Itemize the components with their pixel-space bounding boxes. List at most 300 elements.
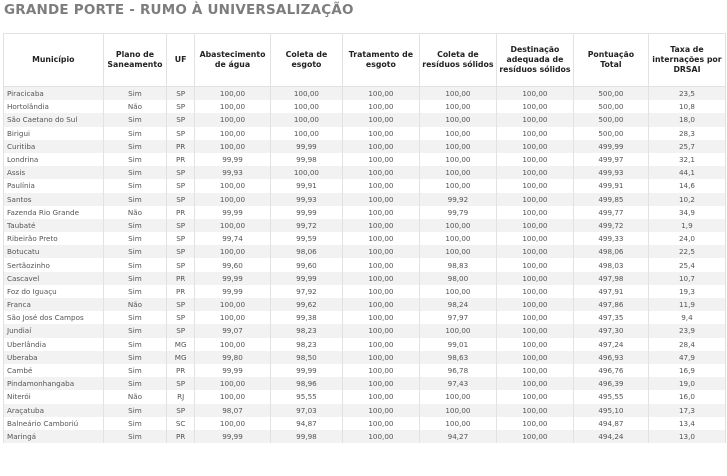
col-tratamento-esgoto-cell: 100,00 [342, 179, 419, 192]
col-taxa-internacoes-cell: 32,1 [648, 153, 725, 166]
col-coleta-residuos-cell: 100,00 [419, 404, 496, 417]
col-abastecimento-agua-cell: 100,00 [195, 390, 271, 403]
col-coleta-residuos-cell: 100,00 [419, 153, 496, 166]
col-taxa-internacoes-cell: 18,0 [648, 113, 725, 126]
col-tratamento-esgoto-cell: 100,00 [342, 127, 419, 140]
col-taxa-internacoes-cell: 47,9 [648, 351, 725, 364]
col-uf-cell: SP [167, 377, 195, 390]
col-abastecimento-agua-cell: 100,00 [195, 338, 271, 351]
col-coleta-esgoto-cell: 97,92 [271, 285, 343, 298]
col-plano-saneamento-cell: Não [103, 390, 167, 403]
col-taxa-internacoes-header: Taxa de internações por DRSAI [648, 34, 725, 87]
col-coleta-esgoto-cell: 99,99 [271, 364, 343, 377]
col-plano-saneamento-cell: Não [103, 206, 167, 219]
col-plano-saneamento-cell: Sim [103, 272, 167, 285]
col-pontuacao-total-cell: 495,10 [573, 404, 648, 417]
table-row [4, 258, 726, 271]
col-abastecimento-agua-cell: 99,99 [195, 285, 271, 298]
col-plano-saneamento-cell: Sim [103, 113, 167, 126]
col-coleta-esgoto-cell: 99,93 [271, 193, 343, 206]
col-pontuacao-total-cell: 498,03 [573, 258, 648, 271]
col-abastecimento-agua-cell: 99,99 [195, 272, 271, 285]
col-coleta-residuos-cell: 98,83 [419, 258, 496, 271]
col-coleta-residuos-cell: 98,00 [419, 272, 496, 285]
col-municipio-cell: Paulínia [4, 179, 104, 192]
col-tratamento-esgoto-cell: 100,00 [342, 113, 419, 126]
col-abastecimento-agua-cell: 100,00 [195, 179, 271, 192]
col-coleta-esgoto-cell: 99,98 [271, 153, 343, 166]
col-destinacao-residuos-cell: 100,00 [496, 377, 573, 390]
col-plano-saneamento-cell: Sim [103, 140, 167, 153]
col-abastecimento-agua-cell: 98,07 [195, 404, 271, 417]
col-taxa-internacoes-cell: 23,9 [648, 324, 725, 337]
col-uf-cell: PR [167, 206, 195, 219]
col-uf-cell: SP [167, 298, 195, 311]
col-taxa-internacoes-cell: 13,4 [648, 417, 725, 430]
table-row [4, 100, 726, 113]
col-destinacao-residuos-cell: 100,00 [496, 311, 573, 324]
col-destinacao-residuos-cell: 100,00 [496, 258, 573, 271]
col-pontuacao-total-cell: 500,00 [573, 127, 648, 140]
col-tratamento-esgoto-cell: 100,00 [342, 404, 419, 417]
col-coleta-residuos-cell: 100,00 [419, 179, 496, 192]
col-destinacao-residuos-cell: 100,00 [496, 351, 573, 364]
table-row [4, 298, 726, 311]
col-plano-saneamento-cell: Sim [103, 232, 167, 245]
col-pontuacao-total-cell: 499,72 [573, 219, 648, 232]
table-row [4, 390, 726, 403]
col-tratamento-esgoto-cell: 100,00 [342, 272, 419, 285]
col-municipio-cell: Assis [4, 166, 104, 179]
col-plano-saneamento-cell: Sim [103, 245, 167, 258]
col-coleta-residuos-cell: 98,24 [419, 298, 496, 311]
col-coleta-esgoto-cell: 99,59 [271, 232, 343, 245]
col-municipio-cell: Cascavel [4, 272, 104, 285]
col-municipio-cell: Hortolândia [4, 100, 104, 113]
col-municipio-cell: Maringá [4, 430, 104, 443]
col-uf-cell: PR [167, 272, 195, 285]
col-tratamento-esgoto-cell: 100,00 [342, 258, 419, 271]
col-coleta-esgoto-cell: 98,06 [271, 245, 343, 258]
col-abastecimento-agua-cell: 99,80 [195, 351, 271, 364]
col-coleta-esgoto-cell: 100,00 [271, 127, 343, 140]
col-taxa-internacoes-cell: 19,0 [648, 377, 725, 390]
col-pontuacao-total-cell: 496,93 [573, 351, 648, 364]
col-abastecimento-agua-header: Abastecimento de água [195, 34, 271, 87]
page-title: GRANDE PORTE - RUMO À UNIVERSALIZAÇÃO [4, 2, 354, 18]
col-uf-cell: SC [167, 417, 195, 430]
col-tratamento-esgoto-cell: 100,00 [342, 351, 419, 364]
col-coleta-residuos-cell: 100,00 [419, 285, 496, 298]
col-taxa-internacoes-cell: 10,8 [648, 100, 725, 113]
col-pontuacao-total-cell: 497,30 [573, 324, 648, 337]
col-municipio-cell: Sertãozinho [4, 258, 104, 271]
table-row [4, 285, 726, 298]
col-taxa-internacoes-cell: 28,3 [648, 127, 725, 140]
col-destinacao-residuos-cell: 100,00 [496, 390, 573, 403]
col-plano-saneamento-cell: Sim [103, 324, 167, 337]
table-row [4, 417, 726, 430]
col-uf-cell: SP [167, 324, 195, 337]
col-abastecimento-agua-cell: 100,00 [195, 298, 271, 311]
col-uf-cell: SP [167, 113, 195, 126]
col-abastecimento-agua-cell: 100,00 [195, 113, 271, 126]
col-pontuacao-total-cell: 499,77 [573, 206, 648, 219]
col-coleta-residuos-cell: 100,00 [419, 417, 496, 430]
col-coleta-esgoto-cell: 100,00 [271, 100, 343, 113]
col-uf-cell: SP [167, 258, 195, 271]
col-destinacao-residuos-cell: 100,00 [496, 206, 573, 219]
table-row [4, 404, 726, 417]
col-pontuacao-total-cell: 497,91 [573, 285, 648, 298]
col-tratamento-esgoto-cell: 100,00 [342, 377, 419, 390]
col-pontuacao-total-cell: 495,55 [573, 390, 648, 403]
col-destinacao-residuos-cell: 100,00 [496, 285, 573, 298]
col-abastecimento-agua-cell: 99,99 [195, 153, 271, 166]
col-destinacao-residuos-cell: 100,00 [496, 430, 573, 443]
col-pontuacao-total-cell: 499,97 [573, 153, 648, 166]
col-destinacao-residuos-cell: 100,00 [496, 193, 573, 206]
col-coleta-residuos-cell: 99,79 [419, 206, 496, 219]
col-taxa-internacoes-cell: 44,1 [648, 166, 725, 179]
col-tratamento-esgoto-cell: 100,00 [342, 390, 419, 403]
col-plano-saneamento-cell: Sim [103, 179, 167, 192]
col-taxa-internacoes-cell: 23,5 [648, 87, 725, 101]
col-abastecimento-agua-cell: 99,93 [195, 166, 271, 179]
col-taxa-internacoes-cell: 22,5 [648, 245, 725, 258]
col-abastecimento-agua-cell: 100,00 [195, 193, 271, 206]
col-taxa-internacoes-cell: 9,4 [648, 311, 725, 324]
col-taxa-internacoes-cell: 34,9 [648, 206, 725, 219]
col-pontuacao-total-cell: 494,87 [573, 417, 648, 430]
col-coleta-esgoto-cell: 100,00 [271, 113, 343, 126]
table-row [4, 87, 726, 101]
col-tratamento-esgoto-cell: 100,00 [342, 311, 419, 324]
col-municipio-cell: Pindamonhangaba [4, 377, 104, 390]
col-coleta-esgoto-cell: 97,03 [271, 404, 343, 417]
col-pontuacao-total-cell: 497,24 [573, 338, 648, 351]
col-plano-saneamento-cell: Sim [103, 338, 167, 351]
col-uf-cell: RJ [167, 390, 195, 403]
col-municipio-cell: Piracicaba [4, 87, 104, 101]
col-abastecimento-agua-cell: 100,00 [195, 417, 271, 430]
table-row [4, 219, 726, 232]
col-municipio-cell: Franca [4, 298, 104, 311]
col-taxa-internacoes-cell: 10,2 [648, 193, 725, 206]
col-pontuacao-total-header: Pontuação Total [573, 34, 648, 87]
col-destinacao-residuos-cell: 100,00 [496, 245, 573, 258]
col-plano-saneamento-cell: Sim [103, 193, 167, 206]
table-row [4, 324, 726, 337]
table-row [4, 430, 726, 443]
col-coleta-residuos-cell: 96,78 [419, 364, 496, 377]
col-tratamento-esgoto-cell: 100,00 [342, 245, 419, 258]
col-plano-saneamento-cell: Sim [103, 127, 167, 140]
col-tratamento-esgoto-cell: 100,00 [342, 193, 419, 206]
col-municipio-cell: Uberlândia [4, 338, 104, 351]
col-destinacao-residuos-cell: 100,00 [496, 272, 573, 285]
col-plano-saneamento-cell: Não [103, 100, 167, 113]
col-plano-saneamento-cell: Sim [103, 430, 167, 443]
col-coleta-residuos-cell: 99,01 [419, 338, 496, 351]
col-destinacao-residuos-cell: 100,00 [496, 298, 573, 311]
col-destinacao-residuos-cell: 100,00 [496, 179, 573, 192]
col-coleta-esgoto-cell: 99,99 [271, 272, 343, 285]
col-coleta-esgoto-cell: 99,72 [271, 219, 343, 232]
table-row [4, 338, 726, 351]
col-taxa-internacoes-cell: 28,4 [648, 338, 725, 351]
col-coleta-esgoto-cell: 94,87 [271, 417, 343, 430]
col-coleta-esgoto-cell: 99,91 [271, 179, 343, 192]
col-tratamento-esgoto-cell: 100,00 [342, 285, 419, 298]
col-uf-cell: MG [167, 338, 195, 351]
col-coleta-residuos-cell: 100,00 [419, 324, 496, 337]
col-tratamento-esgoto-cell: 100,00 [342, 430, 419, 443]
col-municipio-cell: São Caetano do Sul [4, 113, 104, 126]
col-municipio-cell: Araçatuba [4, 404, 104, 417]
col-plano-saneamento-cell: Sim [103, 417, 167, 430]
table-row [4, 245, 726, 258]
col-tratamento-esgoto-cell: 100,00 [342, 324, 419, 337]
col-abastecimento-agua-cell: 99,07 [195, 324, 271, 337]
col-uf-cell: SP [167, 179, 195, 192]
col-plano-saneamento-cell: Sim [103, 311, 167, 324]
table-row [4, 377, 726, 390]
col-municipio-cell: Ribeirão Preto [4, 232, 104, 245]
col-pontuacao-total-cell: 497,86 [573, 298, 648, 311]
col-coleta-esgoto-cell: 99,99 [271, 140, 343, 153]
col-tratamento-esgoto-cell: 100,00 [342, 417, 419, 430]
col-destinacao-residuos-cell: 100,00 [496, 140, 573, 153]
col-tratamento-esgoto-cell: 100,00 [342, 87, 419, 101]
col-abastecimento-agua-cell: 99,74 [195, 232, 271, 245]
col-coleta-residuos-header: Coleta de resíduos sólidos [419, 34, 496, 87]
col-destinacao-residuos-cell: 100,00 [496, 338, 573, 351]
col-abastecimento-agua-cell: 100,00 [195, 140, 271, 153]
col-uf-cell: SP [167, 127, 195, 140]
col-coleta-residuos-cell: 100,00 [419, 245, 496, 258]
col-uf-cell: PR [167, 285, 195, 298]
col-pontuacao-total-cell: 496,39 [573, 377, 648, 390]
col-taxa-internacoes-cell: 25,4 [648, 258, 725, 271]
col-plano-saneamento-cell: Sim [103, 364, 167, 377]
col-uf-cell: SP [167, 219, 195, 232]
col-pontuacao-total-cell: 499,85 [573, 193, 648, 206]
col-municipio-cell: Taubaté [4, 219, 104, 232]
col-tratamento-esgoto-cell: 100,00 [342, 166, 419, 179]
col-abastecimento-agua-cell: 99,99 [195, 206, 271, 219]
col-coleta-residuos-cell: 97,97 [419, 311, 496, 324]
col-abastecimento-agua-cell: 100,00 [195, 311, 271, 324]
table-header [4, 34, 726, 87]
col-pontuacao-total-cell: 496,76 [573, 364, 648, 377]
col-tratamento-esgoto-cell: 100,00 [342, 153, 419, 166]
col-plano-saneamento-header: Plano de Saneamento [103, 34, 167, 87]
col-pontuacao-total-cell: 500,00 [573, 113, 648, 126]
col-uf-cell: SP [167, 100, 195, 113]
col-abastecimento-agua-cell: 99,60 [195, 258, 271, 271]
col-taxa-internacoes-cell: 1,9 [648, 219, 725, 232]
col-pontuacao-total-cell: 497,98 [573, 272, 648, 285]
col-coleta-residuos-cell: 98,63 [419, 351, 496, 364]
col-abastecimento-agua-cell: 100,00 [195, 219, 271, 232]
col-uf-cell: PR [167, 140, 195, 153]
col-municipio-cell: Santos [4, 193, 104, 206]
col-plano-saneamento-cell: Sim [103, 351, 167, 364]
col-taxa-internacoes-cell: 24,0 [648, 232, 725, 245]
table-body [4, 87, 726, 444]
col-coleta-esgoto-cell: 99,38 [271, 311, 343, 324]
table-row [4, 351, 726, 364]
col-coleta-esgoto-cell: 98,96 [271, 377, 343, 390]
col-coleta-residuos-cell: 94,27 [419, 430, 496, 443]
col-destinacao-residuos-cell: 100,00 [496, 100, 573, 113]
col-coleta-esgoto-header: Coleta de esgoto [271, 34, 343, 87]
col-destinacao-residuos-cell: 100,00 [496, 219, 573, 232]
col-tratamento-esgoto-cell: 100,00 [342, 364, 419, 377]
header-row [4, 34, 726, 87]
col-municipio-cell: Birigui [4, 127, 104, 140]
col-pontuacao-total-cell: 498,06 [573, 245, 648, 258]
col-coleta-residuos-cell: 100,00 [419, 166, 496, 179]
col-coleta-esgoto-cell: 100,00 [271, 87, 343, 101]
col-municipio-cell: Balneário Camboriú [4, 417, 104, 430]
col-coleta-residuos-cell: 100,00 [419, 87, 496, 101]
table-row [4, 311, 726, 324]
col-municipio-cell: São José dos Campos [4, 311, 104, 324]
col-municipio-header: Município [4, 34, 104, 87]
col-uf-cell: MG [167, 351, 195, 364]
table-row [4, 272, 726, 285]
col-taxa-internacoes-cell: 16,0 [648, 390, 725, 403]
col-coleta-esgoto-cell: 95,55 [271, 390, 343, 403]
col-municipio-cell: Londrina [4, 153, 104, 166]
col-plano-saneamento-cell: Sim [103, 166, 167, 179]
col-abastecimento-agua-cell: 99,99 [195, 364, 271, 377]
col-coleta-residuos-cell: 100,00 [419, 140, 496, 153]
col-plano-saneamento-cell: Sim [103, 285, 167, 298]
col-uf-cell: SP [167, 166, 195, 179]
col-coleta-esgoto-cell: 99,60 [271, 258, 343, 271]
col-municipio-cell: Jundiaí [4, 324, 104, 337]
col-municipio-cell: Uberaba [4, 351, 104, 364]
col-pontuacao-total-cell: 497,35 [573, 311, 648, 324]
col-pontuacao-total-cell: 500,00 [573, 100, 648, 113]
col-uf-cell: SP [167, 311, 195, 324]
table-row [4, 232, 726, 245]
col-pontuacao-total-cell: 499,99 [573, 140, 648, 153]
col-coleta-esgoto-cell: 99,62 [271, 298, 343, 311]
col-tratamento-esgoto-cell: 100,00 [342, 140, 419, 153]
col-municipio-cell: Curitiba [4, 140, 104, 153]
col-coleta-residuos-cell: 100,00 [419, 127, 496, 140]
col-plano-saneamento-cell: Sim [103, 377, 167, 390]
col-uf-cell: PR [167, 153, 195, 166]
col-plano-saneamento-cell: Não [103, 298, 167, 311]
col-tratamento-esgoto-cell: 100,00 [342, 206, 419, 219]
col-tratamento-esgoto-cell: 100,00 [342, 219, 419, 232]
col-destinacao-residuos-cell: 100,00 [496, 417, 573, 430]
col-coleta-residuos-cell: 100,00 [419, 113, 496, 126]
col-coleta-residuos-cell: 100,00 [419, 219, 496, 232]
col-coleta-esgoto-cell: 98,23 [271, 338, 343, 351]
col-taxa-internacoes-cell: 14,6 [648, 179, 725, 192]
col-pontuacao-total-cell: 499,93 [573, 166, 648, 179]
col-tratamento-esgoto-cell: 100,00 [342, 100, 419, 113]
col-uf-cell: PR [167, 364, 195, 377]
col-uf-cell: SP [167, 404, 195, 417]
col-destinacao-residuos-cell: 100,00 [496, 324, 573, 337]
col-municipio-cell: Cambé [4, 364, 104, 377]
col-pontuacao-total-cell: 499,91 [573, 179, 648, 192]
col-destinacao-residuos-cell: 100,00 [496, 87, 573, 101]
col-destinacao-residuos-cell: 100,00 [496, 113, 573, 126]
col-abastecimento-agua-cell: 100,00 [195, 245, 271, 258]
col-plano-saneamento-cell: Sim [103, 258, 167, 271]
table-row [4, 153, 726, 166]
col-abastecimento-agua-cell: 100,00 [195, 127, 271, 140]
col-abastecimento-agua-cell: 99,99 [195, 430, 271, 443]
col-municipio-cell: Foz do Iguaçu [4, 285, 104, 298]
table-row [4, 364, 726, 377]
col-coleta-esgoto-cell: 98,50 [271, 351, 343, 364]
col-destinacao-residuos-cell: 100,00 [496, 166, 573, 179]
col-coleta-esgoto-cell: 98,23 [271, 324, 343, 337]
ranking-table [3, 33, 726, 443]
table-row [4, 166, 726, 179]
col-coleta-residuos-cell: 100,00 [419, 100, 496, 113]
col-uf-cell: SP [167, 193, 195, 206]
col-destinacao-residuos-cell: 100,00 [496, 364, 573, 377]
table-row [4, 127, 726, 140]
col-abastecimento-agua-cell: 100,00 [195, 377, 271, 390]
col-destinacao-residuos-cell: 100,00 [496, 153, 573, 166]
table-row [4, 193, 726, 206]
table-row [4, 206, 726, 219]
col-plano-saneamento-cell: Sim [103, 87, 167, 101]
col-municipio-cell: Botucatu [4, 245, 104, 258]
col-uf-header: UF [167, 34, 195, 87]
col-municipio-cell: Niterói [4, 390, 104, 403]
table-row [4, 140, 726, 153]
col-destinacao-residuos-cell: 100,00 [496, 404, 573, 417]
col-tratamento-esgoto-cell: 100,00 [342, 338, 419, 351]
col-taxa-internacoes-cell: 25,7 [648, 140, 725, 153]
col-uf-cell: PR [167, 430, 195, 443]
col-abastecimento-agua-cell: 100,00 [195, 87, 271, 101]
col-tratamento-esgoto-header: Tratamento de esgoto [342, 34, 419, 87]
col-tratamento-esgoto-cell: 100,00 [342, 298, 419, 311]
col-municipio-cell: Fazenda Rio Grande [4, 206, 104, 219]
col-tratamento-esgoto-cell: 100,00 [342, 232, 419, 245]
col-coleta-residuos-cell: 99,92 [419, 193, 496, 206]
col-coleta-esgoto-cell: 100,00 [271, 166, 343, 179]
col-destinacao-residuos-cell: 100,00 [496, 232, 573, 245]
col-pontuacao-total-cell: 494,24 [573, 430, 648, 443]
col-plano-saneamento-cell: Sim [103, 404, 167, 417]
col-pontuacao-total-cell: 500,00 [573, 87, 648, 101]
col-coleta-esgoto-cell: 99,99 [271, 206, 343, 219]
col-plano-saneamento-cell: Sim [103, 219, 167, 232]
table-row [4, 179, 726, 192]
col-taxa-internacoes-cell: 11,9 [648, 298, 725, 311]
col-taxa-internacoes-cell: 16,9 [648, 364, 725, 377]
col-coleta-residuos-cell: 97,43 [419, 377, 496, 390]
col-abastecimento-agua-cell: 100,00 [195, 100, 271, 113]
table-row [4, 113, 726, 126]
col-uf-cell: SP [167, 232, 195, 245]
col-uf-cell: SP [167, 245, 195, 258]
